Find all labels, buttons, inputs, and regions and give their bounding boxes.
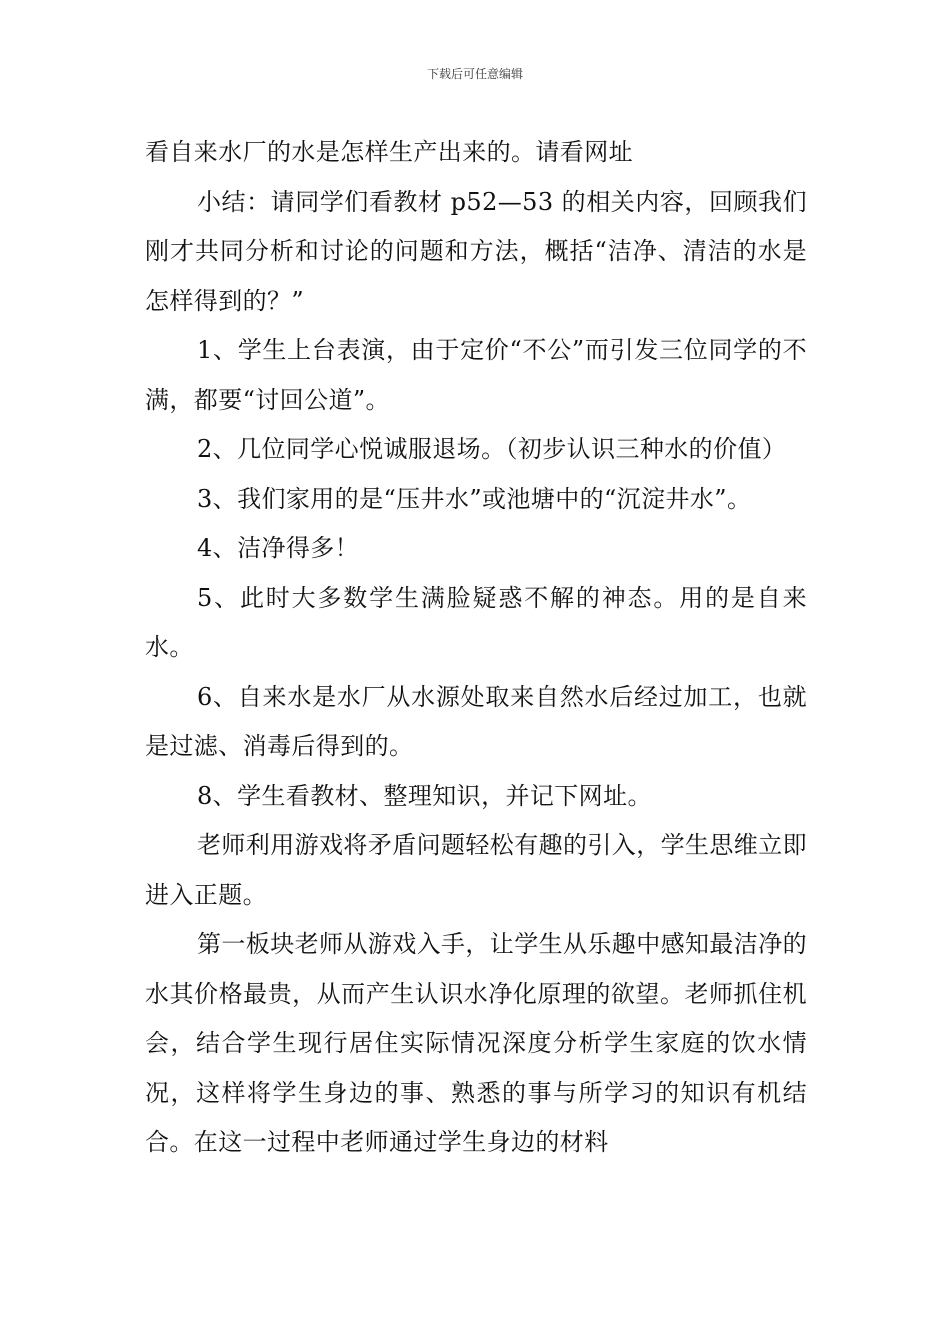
paragraph-9: 老师利用游戏将矛盾问题轻松有趣的引入，学生思维立即进入正题。 [145,831,807,909]
paragraph-8: 8、学生看教材、整理知识，并记下网址。 [197,781,652,810]
document-body [145,128,807,1168]
paragraph-3: 2、几位同学心悦诚服退场。（初步认识三种水的价值） [197,435,787,463]
paragraph-2: 1、学生上台表演，由于定价“不公”而引发三位同学的不满，都要“讨回公道”。 [145,336,807,414]
paragraph-7: 6、自来水是水厂从水源处取来自然水后经过加工，也就是过滤、消毒后得到的。 [145,682,807,760]
page-header: 下载后可任意编辑 [426,67,523,81]
paragraph-0: 看自来水厂的水是怎样生产出来的。请看网址 [145,138,633,166]
paragraph-1: 小结：请同学们看教材 p52—53 的相关内容，回顾我们刚才共同分析和讨论的问题和方法，概括“洁净、清洁的水是怎样得到的？” [145,187,807,315]
paragraph-4: 3、我们家用的是“压井水”或池塘中的“沉淀井水”。 [197,484,752,513]
paragraph-5: 4、洁净得多！ [197,534,360,562]
paragraph-6: 5、此时大多数学生满脸疑惑不解的神态。用的是自来水。 [145,583,807,661]
paragraph-10: 第一板块老师从游戏入手，让学生从乐趣中感知最洁净的水其价格最贵，从而产生认识水净化原理的欲望。老师抓住机会，结合学生现行居住实际情况深度分析学生家庭的饮水情况，这样将学生身边的事、熟悉的事与所学习的知识有机结合。在这一过程中老师通过学生身边的材料 [145,930,807,1156]
